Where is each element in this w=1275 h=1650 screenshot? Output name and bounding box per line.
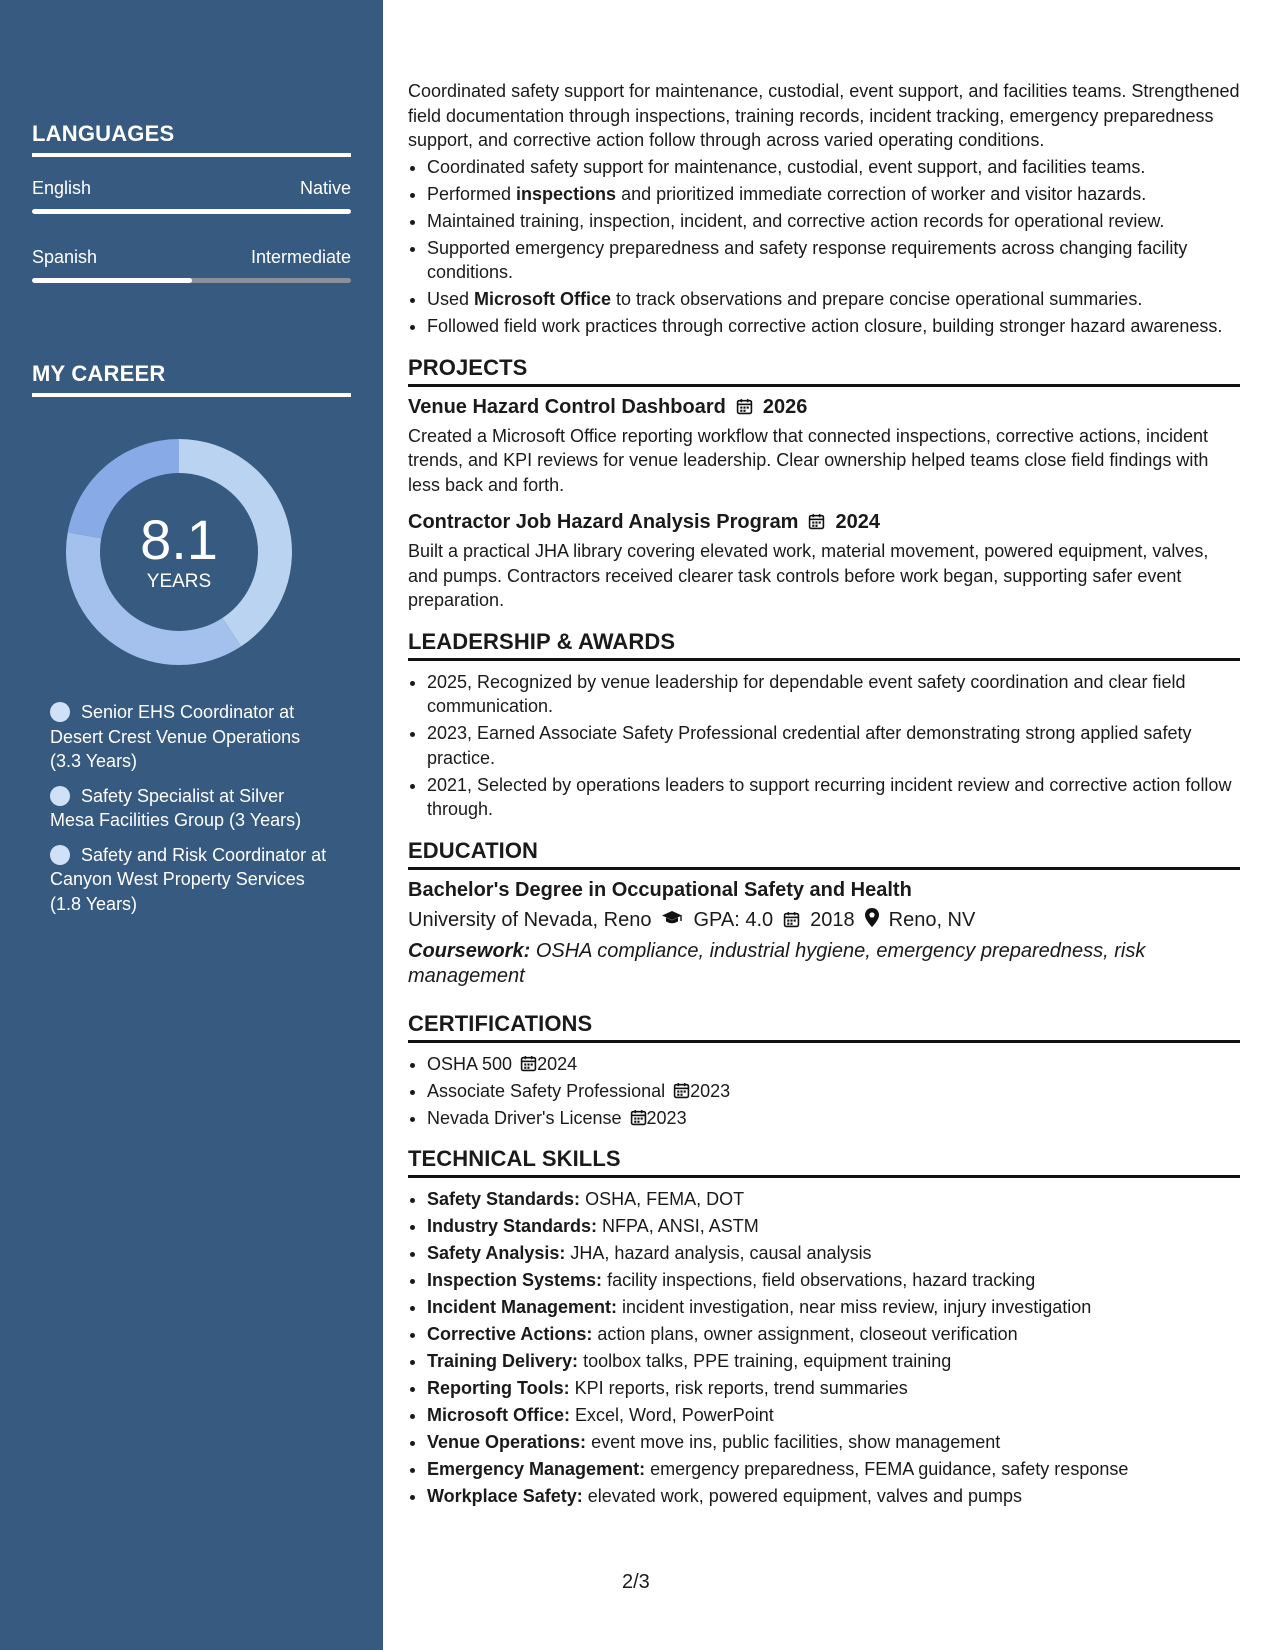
languages-title: LANGUAGES — [32, 121, 351, 157]
language-level: Intermediate — [250, 247, 351, 267]
education-title: EDUCATION — [408, 838, 1240, 870]
leadership-item: • 2023, Earned Associate Safety Professional credential after demonstrating strong applied safety practice. — [427, 721, 1240, 770]
coursework-text: OSHA compliance, industrial hygiene, emergency preparedness, risk management — [408, 939, 1146, 987]
career-item — [50, 700, 330, 774]
calendar-icon — [808, 511, 825, 534]
skill-label: Safety Standards: — [427, 1189, 581, 1209]
career-dot-icon — [50, 845, 70, 865]
coursework-label: Coursework: — [408, 939, 531, 962]
certifications-title: CERTIFICATIONS — [408, 1011, 1240, 1043]
experience-bullet — [427, 236, 1240, 285]
language-bar-spanish — [32, 278, 351, 283]
career-donut-chart — [66, 439, 292, 665]
skill-label: Workplace Safety: — [427, 1486, 583, 1506]
experience-bullet — [427, 209, 1240, 234]
project-title-row — [408, 511, 1240, 534]
skill-value: KPI reports, risk reports, trend summaries — [574, 1378, 908, 1398]
calendar-icon — [630, 1108, 647, 1128]
skill-item — [427, 1241, 1240, 1266]
education-degree: Bachelor's Degree in Occupational Safety and Health — [408, 878, 912, 901]
page-number: 2/3 — [622, 1571, 650, 1593]
skill-value: toolbox talks, PPE training, equipment training — [583, 1351, 952, 1371]
leadership-title: LEADERSHIP & AWARDS — [408, 629, 1240, 661]
career-title: MY CAREER — [32, 361, 351, 397]
skill-value: NFPA, ANSI, ASTM — [602, 1216, 759, 1236]
career-item — [50, 784, 330, 833]
experience-bullet-bold: Microsoft Office — [474, 289, 612, 309]
leadership-item: • 2021, Selected by operations leaders to support recurring incident review and corrective action follow through. — [427, 773, 1240, 822]
skill-label: Inspection Systems: — [427, 1270, 603, 1290]
certification-name: OSHA 500 — [427, 1053, 513, 1074]
skill-label: Reporting Tools: — [427, 1378, 570, 1398]
career-item-text: Safety Specialist at Silver Mesa Facilities Group (3 Years) — [50, 785, 302, 830]
skills-title: TECHNICAL SKILLS — [408, 1146, 1240, 1178]
language-row-english — [32, 178, 351, 199]
experience-bullet-pre: Coordinated safety support for maintenance, custodial, event support, and facilities teams. — [427, 156, 1146, 177]
skill-label: Training Delivery: — [427, 1351, 579, 1371]
calendar-icon — [673, 1081, 690, 1101]
language-name: Spanish — [32, 247, 98, 267]
donut-center — [66, 439, 292, 665]
language-bar-fill — [32, 278, 192, 283]
leadership-item: • 2025, Recognized by venue leadership for dependable event safety coordination and clear field communication. — [427, 670, 1240, 719]
experience-bullet-pre: Supported emergency preparedness and safety response requirements across changing facility conditions. — [427, 237, 1188, 282]
calendar-icon — [520, 1054, 537, 1074]
certification-name: Nevada Driver's License — [427, 1107, 622, 1128]
skill-label: Safety Analysis: — [427, 1243, 566, 1263]
skill-value: emergency preparedness, FEMA guidance, safety response — [650, 1459, 1129, 1479]
experience-bullet — [427, 155, 1240, 180]
main-content — [408, 79, 1240, 1511]
skill-item — [427, 1349, 1240, 1374]
skill-value: event move ins, public facilities, show management — [591, 1432, 1001, 1452]
experience-bullet — [427, 287, 1240, 312]
certification-item — [427, 1052, 1240, 1077]
skill-value: Excel, Word, PowerPoint — [575, 1405, 774, 1425]
leadership-list — [427, 670, 1240, 822]
skill-label: Industry Standards: — [427, 1216, 598, 1236]
career-item-text: Safety and Risk Coordinator at Canyon West Property Services (1.8 Years) — [50, 844, 327, 914]
skill-item — [427, 1484, 1240, 1509]
project-title-row — [408, 396, 1240, 419]
graduation-cap-icon — [661, 909, 683, 932]
skills-list — [427, 1187, 1240, 1509]
experience-bullet-bold: inspections — [516, 183, 617, 204]
skill-item — [427, 1295, 1240, 1320]
certification-item — [427, 1079, 1240, 1104]
project-description: Created a Microsoft Office reporting workflow that connected inspections, corrective actions, incident trends, and KPI reviews for venue leadership. Clear ownership helped teams close field findings with less back and forth. — [408, 425, 1209, 495]
project-description: Built a practical JHA library covering elevated work, material movement, powered equipment, valves, and pumps. Contractors received clearer task controls before work began, supporting safer event preparation. — [408, 541, 1209, 610]
experience-bullet-post: and prioritized immediate correction of worker and visitor hazards. — [616, 183, 1147, 204]
skill-value: JHA, hazard analysis, causal analysis — [570, 1243, 872, 1263]
location-pin-icon — [865, 908, 879, 933]
skill-label: Corrective Actions: — [427, 1324, 593, 1344]
skill-item — [427, 1457, 1240, 1482]
skill-item — [427, 1376, 1240, 1401]
skill-item — [427, 1403, 1240, 1428]
project-year: 2024 — [835, 511, 880, 533]
skill-label: Emergency Management: — [427, 1459, 646, 1479]
project-year: 2026 — [762, 395, 808, 418]
education-year: 2018 — [810, 908, 855, 931]
skill-value: elevated work, powered equipment, valves and pumps — [587, 1486, 1022, 1506]
experience-bullets — [427, 155, 1240, 339]
career-item-text: Senior EHS Coordinator at Desert Crest Venue Operations (3.3 Years) — [50, 702, 301, 771]
education-gpa: GPA: 4.0 — [693, 908, 774, 931]
project-title: Venue Hazard Control Dashboard — [408, 395, 726, 418]
language-bar-fill — [32, 209, 351, 214]
certification-year: 2023 — [690, 1080, 731, 1101]
skill-value: OSHA, FEMA, DOT — [585, 1189, 745, 1209]
certification-year: 2024 — [537, 1053, 578, 1074]
skill-item — [427, 1214, 1240, 1239]
projects-title: PROJECTS — [408, 355, 1240, 387]
project-title: Contractor Job Hazard Analysis Program — [408, 511, 799, 533]
experience-summary: Coordinated safety support for maintenance, custodial, event support, and facilities teams. Strengthened field documentation through inspections, training records, incident tracking, emergency preparedness support, and corrective action follow through across varied operating conditions. — [408, 81, 1240, 150]
experience-bullet-pre: Maintained training, inspection, incident, and corrective action records for operational review. — [427, 210, 1165, 231]
skill-label: Incident Management: — [427, 1297, 618, 1317]
experience-bullet-pre: Performed — [427, 183, 517, 204]
language-bar-english — [32, 209, 351, 214]
skill-value: action plans, owner assignment, closeout verification — [597, 1324, 1018, 1344]
experience-bullet — [427, 314, 1240, 339]
skill-item — [427, 1268, 1240, 1293]
experience-bullet-pre: Used — [427, 289, 475, 309]
education-school: University of Nevada, Reno — [408, 908, 652, 931]
calendar-icon — [783, 909, 800, 932]
career-dot-icon — [50, 702, 70, 722]
language-row-spanish — [32, 247, 351, 268]
skill-label: Microsoft Office: — [427, 1405, 571, 1425]
experience-bullet — [427, 182, 1240, 207]
certification-item — [427, 1106, 1240, 1131]
experience-bullet-post: to track observations and prepare concise operational summaries. — [611, 289, 1143, 309]
experience-bullet-pre: Followed field work practices through corrective action closure, building stronger hazard awareness. — [427, 316, 1223, 336]
education-coursework — [408, 939, 1240, 989]
sidebar — [0, 0, 383, 1650]
career-total-value: 8.1 — [140, 508, 218, 571]
certifications-list — [427, 1052, 1240, 1131]
skill-item — [427, 1187, 1240, 1212]
career-item — [50, 843, 330, 917]
certification-year: 2023 — [646, 1107, 687, 1128]
career-list — [50, 700, 330, 926]
education-location: Reno, NV — [888, 908, 976, 931]
career-total-unit: YEARS — [146, 571, 212, 592]
education-meta — [408, 908, 1240, 933]
skill-value: facility inspections, field observations, hazard tracking — [607, 1270, 1036, 1290]
skill-item — [427, 1322, 1240, 1347]
skill-item — [427, 1430, 1240, 1455]
certification-name: Associate Safety Professional — [427, 1080, 666, 1101]
skill-label: Venue Operations: — [427, 1432, 587, 1452]
calendar-icon — [736, 396, 753, 419]
skill-value: incident investigation, near miss review, injury investigation — [622, 1297, 1092, 1317]
language-name: English — [32, 178, 92, 198]
career-dot-icon — [50, 786, 70, 806]
language-level: Native — [299, 178, 351, 198]
